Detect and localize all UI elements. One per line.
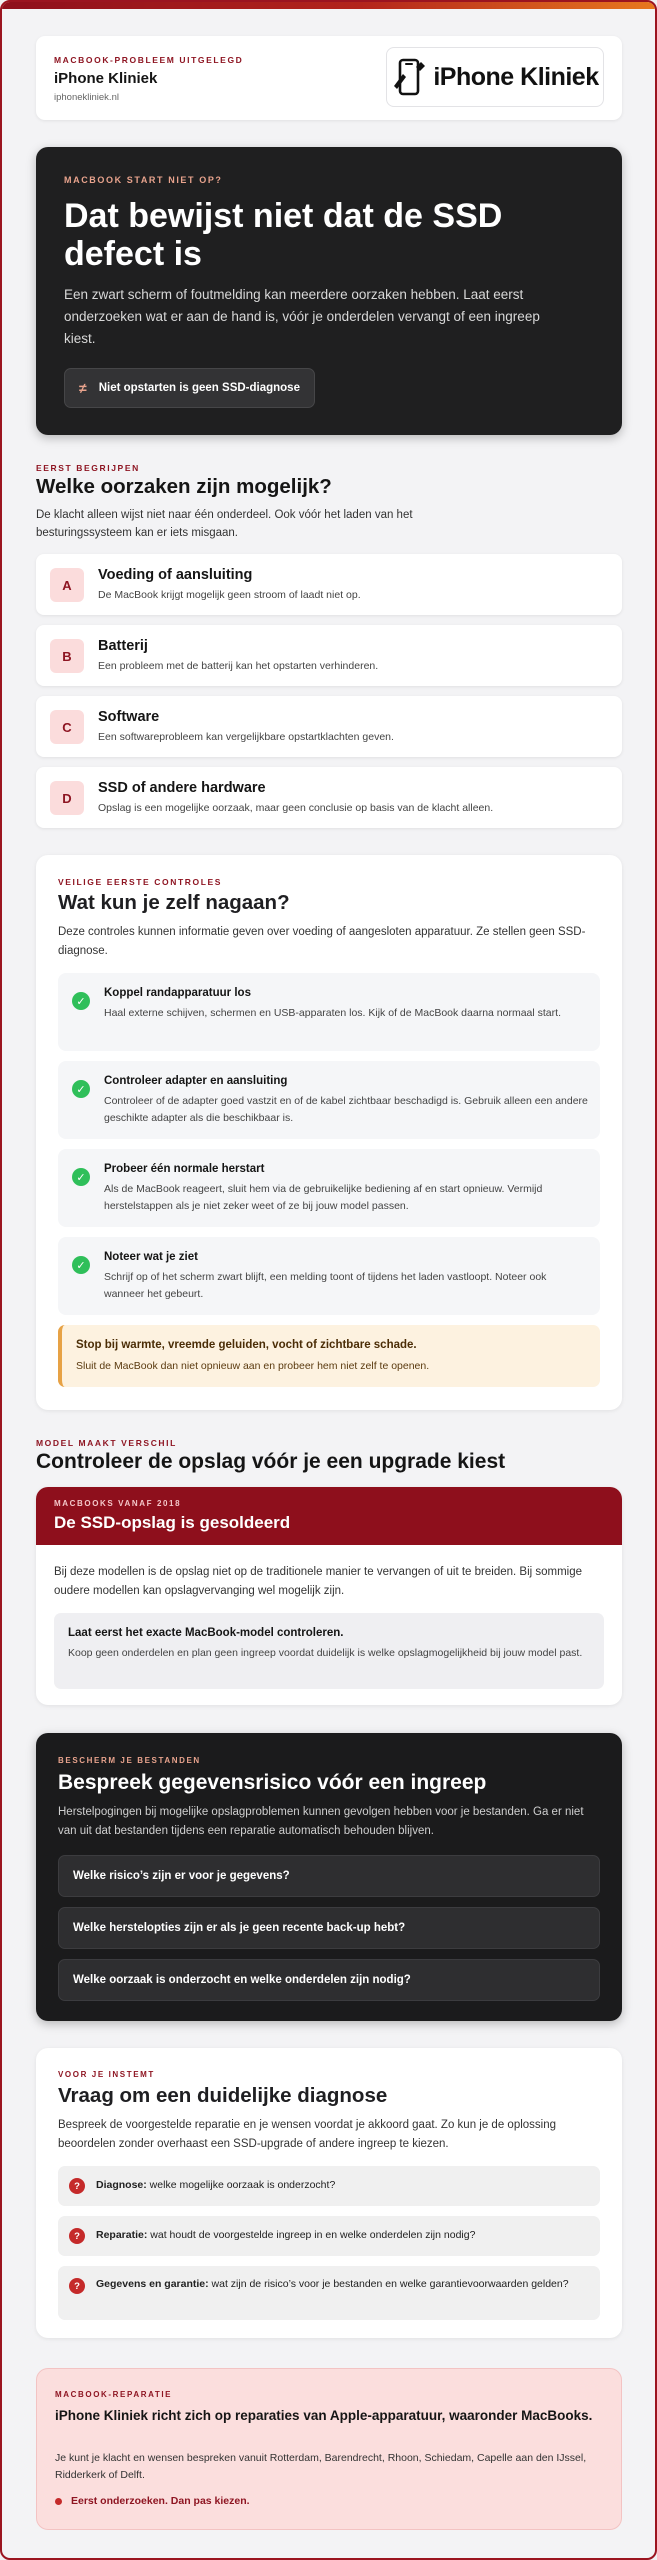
check-desc: Controleer of de adapter goed vastzit en of de kabel zichtbaar beschadigd is. Gebruik alleen een andere geschikte adapter als die beschikbaar is. xyxy=(104,1095,588,1124)
storage-card-title: De SSD-opslag is gesoldeerd xyxy=(54,1513,291,1532)
diagnosis-eyebrow: VOOR JE INSTEMT xyxy=(58,2070,155,2079)
storage-card xyxy=(36,1487,622,1705)
diagnosis-item-body: welke mogelijke oorzaak is onderzocht? xyxy=(146,2179,336,2191)
diagnosis-item xyxy=(58,2266,600,2320)
risk-question[interactable]: Welke herstelopties zijn er als je geen recente back-up hebt? xyxy=(58,1907,600,1949)
warning-title: Stop bij warmte, vreemde geluiden, vocht of zichtbare schade. xyxy=(76,1339,417,1351)
warning-callout xyxy=(58,1325,600,1387)
cause-desc: Een softwareprobleem kan vergelijkbare opstartklachten geven. xyxy=(98,731,394,743)
hero-description: Een zwart scherm of foutmelding kan meerdere oorzaken hebben. Laat eerst onderzoeken wat er aan de hand is, vóór je onderdelen vervangt of een ingreep kiest. xyxy=(64,287,540,346)
check-title: Controleer adapter en aansluiting xyxy=(104,1075,288,1087)
brand-logo[interactable] xyxy=(386,47,604,107)
cause-title: Voeding of aansluiting xyxy=(98,567,253,583)
cause-badge: A xyxy=(50,568,84,602)
cause-item xyxy=(36,696,622,757)
footer-title: iPhone Kliniek richt zich op reparaties van Apple-apparatuur, waaronder MacBooks. xyxy=(55,2408,593,2423)
header-card xyxy=(36,36,622,120)
warning-desc: Sluit de MacBook dan niet opnieuw aan en probeer hem niet zelf te openen. xyxy=(76,1360,430,1372)
cause-title: Software xyxy=(98,709,160,725)
diagnosis-item-body: wat houdt de voorgestelde ingreep in en welke onderdelen zijn nodig? xyxy=(147,2229,476,2241)
diagnosis-item-text xyxy=(96,2177,586,2194)
cause-badge: C xyxy=(50,710,84,744)
brand-name: iPhone Kliniek xyxy=(54,70,158,87)
header-eyebrow: MACBOOK-PROBLEEM UITGELEGD xyxy=(54,55,244,65)
hero-card xyxy=(36,147,622,435)
footer-description: Je kunt je klacht en wensen bespreken vanuit Rotterdam, Barendrecht, Rhoon, Schiedam, Capelle aan den IJssel, Ridderkerk of Delft. xyxy=(55,2452,587,2481)
cause-item xyxy=(36,625,622,686)
storage-card-eyebrow: MACBOOKS VANAF 2018 xyxy=(54,1499,182,1508)
data-risk-card xyxy=(36,1733,622,2021)
checks-card xyxy=(36,855,622,1410)
check-icon: ✓ xyxy=(72,1080,90,1098)
check-title: Noteer wat je ziet xyxy=(104,1251,198,1263)
hero-eyebrow: MACBOOK START NIET OP? xyxy=(64,175,223,185)
risk-question[interactable]: Welke risico’s zijn er voor je gegevens? xyxy=(58,1855,600,1897)
cause-title: SSD of andere hardware xyxy=(98,780,266,796)
diagnosis-description: Bespreek de voorgestelde reparatie en je wensen voordat je akkoord gaat. Zo kun je de oplossing beoordelen zonder overhaast een SSD-upgrade of andere ingreep te kiezen. xyxy=(58,2119,557,2150)
checks-intro: Deze controles kunnen informatie geven over voeding of aangesloten apparatuur. Ze stellen geen SSD-diagnose. xyxy=(58,926,586,957)
hero-title: Dat bewijst niet dat de SSD defect is xyxy=(64,197,503,273)
hero-badge-button[interactable] xyxy=(64,368,315,408)
check-item xyxy=(58,1237,600,1315)
cause-desc: De MacBook krijgt mogelijk geen stroom of laadt niet op. xyxy=(98,589,361,601)
cause-desc: Een probleem met de batterij kan het opstarten verhinderen. xyxy=(98,660,379,672)
storage-eyebrow: MODEL MAAKT VERSCHIL xyxy=(36,1438,177,1448)
footer-card xyxy=(36,2368,622,2530)
question-icon: ? xyxy=(69,2228,85,2244)
top-accent-bar xyxy=(2,2,655,9)
question-icon: ? xyxy=(69,2278,85,2294)
diagnosis-title: Vraag om een duidelijke diagnose xyxy=(58,2084,388,2107)
check-title: Probeer één normale herstart xyxy=(104,1163,265,1175)
storage-note-title: Laat eerst het exacte MacBook-model controleren. xyxy=(68,1627,344,1639)
question-icon: ? xyxy=(69,2178,85,2194)
check-title: Koppel randapparatuur los xyxy=(104,987,251,999)
check-icon: ✓ xyxy=(72,992,90,1010)
diagnosis-card xyxy=(36,2048,622,2338)
bullet-dot-icon xyxy=(55,2498,62,2505)
diagnosis-item-label: Reparatie: xyxy=(96,2229,148,2241)
cause-item xyxy=(36,554,622,615)
causes-section xyxy=(36,463,622,823)
risk-description: Herstelpogingen bij mogelijke opslagproblemen kunnen gevolgen hebben voor je bestanden. Ga er niet van uit dat bestanden tijdens een reparatie automatisch behouden blijven. xyxy=(58,1806,584,1837)
causes-description: De klacht alleen wijst niet naar één onderdeel. Ook vóór het laden van het besturingssysteem kan er iets misgaan. xyxy=(36,509,413,539)
storage-note xyxy=(54,1613,604,1689)
check-icon: ✓ xyxy=(72,1168,90,1186)
risk-eyebrow: BESCHERM JE BESTANDEN xyxy=(58,1756,201,1765)
footer-eyebrow: MACBOOK-REPARATIE xyxy=(55,2390,173,2399)
storage-card-desc: Bij deze modellen is de opslag niet op de traditionele manier te vervangen of uit te breiden. Bij sommige oudere modellen kan opslagvervanging wel mogelijk zijn. xyxy=(54,1566,583,1597)
checks-title: Wat kun je zelf nagaan? xyxy=(58,891,290,914)
check-desc: Als de MacBook reageert, sluit hem via de gebruikelijke bediening af en start opnieuw. Vermijd herstelstappen als je niet zeker weet of ze bij jouw model passen. xyxy=(104,1183,543,1212)
causes-eyebrow: EERST BEGRIJPEN xyxy=(36,463,140,473)
check-item xyxy=(58,1149,600,1227)
check-item xyxy=(58,1061,600,1139)
brand-domain: iphonekliniek.nl xyxy=(54,92,119,103)
diagnosis-item-label: Gegevens en garantie: xyxy=(96,2278,209,2290)
storage-heading xyxy=(36,1438,622,1478)
storage-title: Controleer de opslag vóór je een upgrade kiest xyxy=(36,1450,506,1473)
diagnosis-item xyxy=(58,2166,600,2206)
cause-item xyxy=(36,767,622,828)
cause-desc: Opslag is een mogelijke oorzaak, maar geen conclusie op basis van de klacht alleen. xyxy=(98,802,494,814)
footer-cta[interactable] xyxy=(55,2495,250,2507)
diagnosis-item-body: wat zijn de risico’s voor je bestanden en welke garantievoorwaarden gelden? xyxy=(208,2278,569,2290)
causes-title: Welke oorzaken zijn mogelijk? xyxy=(36,475,332,498)
cause-title: Batterij xyxy=(98,638,148,654)
diagnosis-item xyxy=(58,2216,600,2256)
check-desc: Schrijf op of het scherm zwart blijft, een melding toont of tijdens het laden vastloopt. Noteer ook wanneer het gebeurt. xyxy=(104,1271,547,1300)
cause-badge: B xyxy=(50,639,84,673)
footer-cta-label: Eerst onderzoeken. Dan pas kiezen. xyxy=(71,2495,250,2507)
diagnosis-item-text xyxy=(96,2276,586,2293)
risk-question[interactable]: Welke oorzaak is onderzocht en welke onderdelen zijn nodig? xyxy=(58,1959,600,2001)
cause-badge: D xyxy=(50,781,84,815)
hero-button-label: Niet opstarten is geen SSD-diagnose xyxy=(98,382,300,394)
phone-repair-icon xyxy=(391,56,427,98)
diagnosis-item-text xyxy=(96,2227,586,2244)
storage-note-desc: Koop geen onderdelen en plan geen ingreep voordat duidelijk is welke opslagmogelijkheid bij jouw model past. xyxy=(68,1647,583,1659)
checks-eyebrow: VEILIGE EERSTE CONTROLES xyxy=(58,877,223,887)
check-desc: Haal externe schijven, schermen en USB-apparaten los. Kijk of de MacBook daarna normaal start. xyxy=(104,1007,561,1019)
storage-card-header xyxy=(36,1487,622,1545)
check-icon: ✓ xyxy=(72,1256,90,1274)
not-equal-icon: ≠ xyxy=(79,380,87,396)
risk-title: Bespreek gegevensrisico vóór een ingreep xyxy=(58,1771,487,1794)
logo-text: iPhone Kliniek xyxy=(433,62,599,91)
diagnosis-item-label: Diagnose: xyxy=(96,2179,147,2191)
check-item xyxy=(58,973,600,1051)
